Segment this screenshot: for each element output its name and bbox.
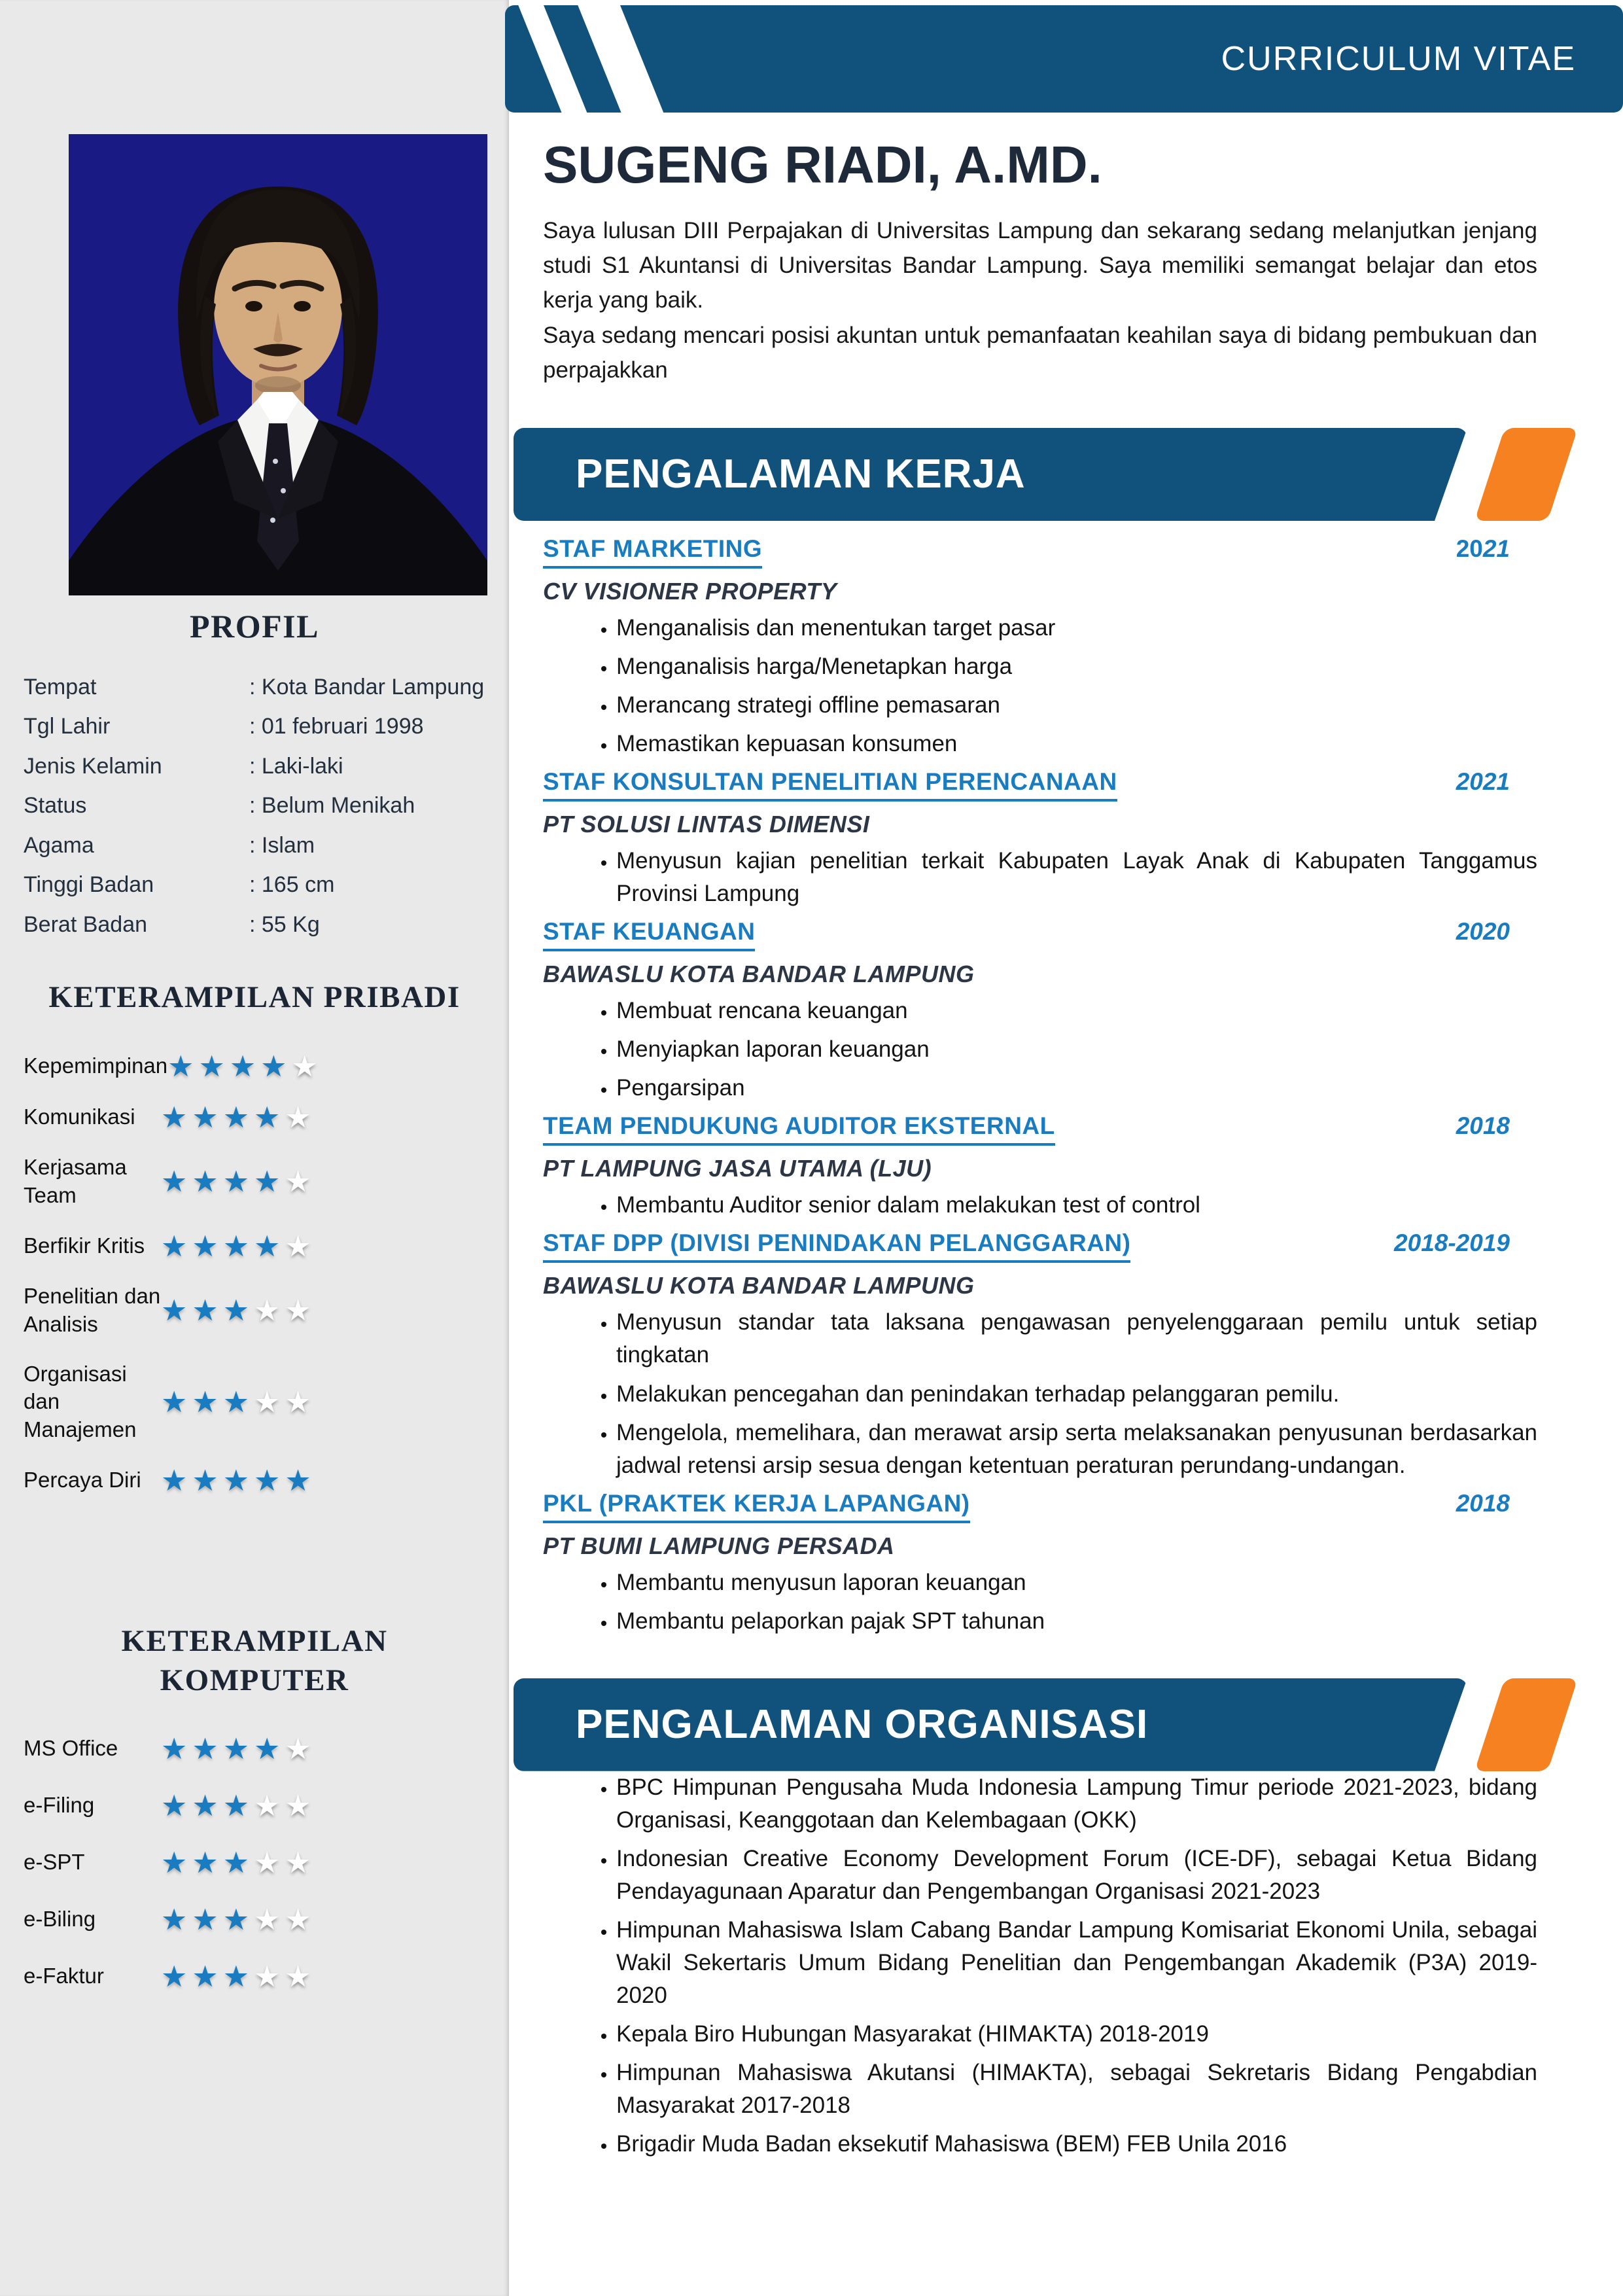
job-bullet-item: • Menyiapkan laporan keuangan [616,1033,1537,1066]
star-empty-icon: ★ [285,1903,316,1937]
star-filled-icon: ★ [192,1229,223,1263]
skill-row [0,1231,509,1261]
computer-skills-title: KETERAMPILAN KOMPUTER [121,1624,388,1698]
job-bullets [543,1306,1537,1481]
star-filled-icon: ★ [161,1846,192,1880]
skill-row [0,1960,509,1994]
organization-item: • Indonesian Creative Economy Development Forum (ICE-DF), sebagai Ketua Bidang Pendayagunaan Aparatur dan Pengembangan Organisasi 2021-2023 [616,1843,1537,1908]
skill-label: e-Faktur [24,1964,104,1988]
star-filled-icon: ★ [161,1960,192,1994]
star-rating [161,1732,316,1766]
skill-label: Percaya Diri [24,1468,141,1492]
orange-accent-shape [1475,1678,1578,1771]
star-rating [161,1103,316,1132]
profile-row [0,832,509,859]
profile-row-value: : Belum Menikah [249,793,415,819]
skill-row [0,1282,509,1339]
profile-row [0,674,509,701]
star-filled-icon: ★ [254,1464,285,1498]
diagonal-stripe-icon [565,5,680,113]
star-filled-icon: ★ [254,1732,285,1766]
job-role: STAF MARKETING [543,535,762,569]
profile-row-label: Jenis Kelamin [24,753,162,779]
star-filled-icon: ★ [161,1385,192,1419]
work-entry-header [543,1490,1537,1523]
job-company: BAWASLU KOTA BANDAR LAMPUNG [543,961,975,988]
work-section-banner [514,428,1560,521]
summary-paragraph: Saya lulusan DIII Perpajakan di Universitas Lampung dan sekarang sedang melanjutkan jenjang studi S1 Akuntansi di Universitas Bandar Lampung. Saya memiliki semangat belajar dan etos kerja yang baik. [543,218,1537,313]
job-year-italic: 2018 [1456,1112,1510,1140]
star-empty-icon: ★ [254,1960,285,1994]
star-empty-icon: ★ [285,1101,316,1134]
section-computer-skills [0,1621,509,2019]
star-filled-icon: ★ [222,1789,254,1823]
job-company: BAWASLU KOTA BANDAR LAMPUNG [543,1272,975,1299]
personal-skills-title: KETERAMPILAN PRIBADI [48,980,461,1014]
job-year-italic: 2018 [1456,1489,1510,1517]
star-filled-icon: ★ [229,1050,261,1083]
main-column [543,135,1537,2168]
job-bullet-item: • Melakukan pencegahan dan penindakan terhadap pelanggaran pemilu. [616,1378,1537,1411]
work-entry-header [543,918,1537,951]
job-role: TEAM PENDUKUNG AUDITOR EKSTERNAL [543,1112,1055,1146]
star-filled-icon: ★ [222,1464,254,1498]
star-filled-icon: ★ [161,1732,192,1766]
profile-row-value: : Kota Bandar Lampung [249,675,485,699]
summary-paragraphs [543,213,1537,387]
organization-item: • Brigadir Muda Badan eksekutif Mahasiswa (BEM) FEB Unila 2016 [616,2128,1537,2161]
star-rating [161,1464,316,1498]
star-rating [161,1903,316,1937]
skill-row [0,1464,509,1498]
job-year [1394,1229,1537,1257]
profile-row-value: : 165 cm [249,872,335,898]
profile-row-label: Berat Badan [24,911,148,937]
skill-row [0,1103,509,1132]
job-role: PKL (PRAKTEK KERJA LAPANGAN) [543,1490,970,1523]
job-year-italic: 2020 [1456,918,1510,945]
job-bullets [543,995,1537,1104]
skill-label: e-Biling [24,1907,96,1932]
profile-row-label: Tempat [24,675,97,699]
skill-row [0,1789,509,1823]
skill-label: e-Filing [24,1793,95,1818]
profile-row-value: : 01 februari 1998 [249,714,424,739]
star-empty-icon: ★ [285,1294,316,1328]
job-bullet-item: • Mengelola, memelihara, dan merawat arsip serta melaksanakan penyusunan berdasarkan jadwal retensi arsip sesua dengan ketentuan peraturan perundang-undangan. [616,1417,1537,1482]
star-empty-icon: ★ [254,1385,285,1419]
job-year [1456,1490,1537,1517]
star-filled-icon: ★ [222,1960,254,1994]
work-entry [543,535,1537,760]
star-rating [161,1165,316,1199]
star-empty-icon: ★ [254,1294,285,1328]
star-filled-icon: ★ [222,1846,254,1880]
star-empty-icon: ★ [285,1732,316,1766]
work-entry [543,1112,1537,1222]
skill-label: Kepemimpinan [24,1053,168,1078]
star-filled-icon: ★ [161,1229,192,1263]
star-filled-icon: ★ [167,1050,199,1083]
skill-row [0,1051,509,1081]
personal-skills-rows [0,1050,509,1498]
skill-row [0,1154,509,1210]
star-filled-icon: ★ [254,1101,285,1134]
skill-label: Berfikir Kritis [24,1233,145,1258]
job-bullets [543,1189,1537,1222]
skill-label: Organisasi dan Manajemen [24,1361,137,1442]
work-entry-header [543,535,1537,569]
profile-row [0,713,509,740]
star-empty-icon: ★ [254,1789,285,1823]
star-empty-icon: ★ [285,1789,316,1823]
organization-section-title: PENGALAMAN ORGANISASI [576,1701,1149,1747]
skill-label: Komunikasi [24,1104,135,1129]
star-filled-icon: ★ [192,1165,223,1199]
star-filled-icon: ★ [161,1101,192,1134]
star-rating [161,1231,316,1261]
skill-row [0,1903,509,1937]
job-bullets [543,1566,1537,1638]
star-empty-icon: ★ [254,1903,285,1937]
header-band-title: CURRICULUM VITAE [1221,40,1576,78]
section-personal-skills [0,980,509,1517]
star-filled-icon: ★ [222,1903,254,1937]
star-empty-icon: ★ [285,1385,316,1419]
profile-row [0,872,509,898]
star-filled-icon: ★ [192,1960,223,1994]
star-filled-icon: ★ [222,1101,254,1134]
header-band [505,5,1623,113]
job-bullet-item: • Menganalisis harga/Menetapkan harga [616,650,1537,683]
star-filled-icon: ★ [254,1229,285,1263]
star-rating [161,1846,316,1880]
profile-row-label: Status [24,793,87,819]
computer-skills-rows [0,1732,509,1994]
star-rating [161,1387,316,1417]
work-entry-header [543,1112,1537,1146]
star-filled-icon: ★ [285,1464,316,1498]
person-name: SUGENG RIADI, A.MD. [543,135,1102,194]
star-filled-icon: ★ [161,1294,192,1328]
star-empty-icon: ★ [285,1846,316,1880]
work-entry-header [543,1229,1537,1263]
star-empty-icon: ★ [285,1960,316,1994]
work-entry [543,1490,1537,1638]
star-empty-icon: ★ [285,1165,316,1199]
profil-title: PROFIL [190,608,319,645]
job-year-italic: 2018-2019 [1394,1229,1510,1257]
job-bullet-item: • Menyusun standar tata laksana pengawasan penyelenggaraan pemilu untuk setiap tingkatan [616,1306,1537,1371]
organization-item: • Kepala Biro Hubungan Masyarakat (HIMAKTA) 2018-2019 [616,2018,1537,2051]
star-filled-icon: ★ [254,1165,285,1199]
skill-row [0,1360,509,1445]
work-entry [543,768,1537,910]
star-filled-icon: ★ [161,1464,192,1498]
star-filled-icon: ★ [198,1050,230,1083]
skill-row [0,1846,509,1880]
organization-item: • Himpunan Mahasiswa Islam Cabang Bandar Lampung Komisariat Ekonomi Unila, sebagai Wakil Sekertaris Umum Bidang Penelitian dan Pengembangan Akademik (P3A) 2019-2020 [616,1914,1537,2012]
job-bullet-item: • Pengarsipan [616,1072,1537,1104]
orange-accent-shape [1475,428,1578,521]
job-bullet-item: • Membantu Auditor senior dalam melakukan test of control [616,1189,1537,1222]
profile-row [0,792,509,819]
profile-row-label: Tinggi Badan [24,872,154,898]
star-filled-icon: ★ [222,1732,254,1766]
summary-paragraph: Saya sedang mencari posisi akuntan untuk pemanfaatan keahilan saya di bidang pembukuan dan perpajakkan [543,322,1537,383]
star-filled-icon: ★ [161,1903,192,1937]
star-filled-icon: ★ [192,1385,223,1419]
profile-row-value: : Laki-laki [249,753,343,779]
job-company: PT SOLUSI LINTAS DIMENSI [543,811,870,838]
star-rating [167,1051,323,1081]
star-filled-icon: ★ [192,1101,223,1134]
job-year-bold: 20 [1456,535,1483,562]
job-company: PT BUMI LAMPUNG PERSADA [543,1532,895,1559]
job-year [1456,535,1537,563]
job-company: CV VISIONER PROPERTY [543,577,837,605]
star-filled-icon: ★ [192,1846,223,1880]
star-filled-icon: ★ [192,1294,223,1328]
star-filled-icon: ★ [260,1050,292,1083]
profile-row-label: Tgl Lahir [24,714,111,739]
organization-item: • Himpunan Mahasiswa Akutansi (HIMAKTA), sebagai Sekretaris Bidang Pengabdian Masyarakat 2017-2018 [616,2057,1537,2122]
job-role: STAF DPP (DIVISI PENINDAKAN PELANGGARAN) [543,1229,1130,1263]
star-filled-icon: ★ [222,1294,254,1328]
job-bullet-item: • Menyusun kajian penelitian terkait Kabupaten Layak Anak di Kabupaten Tanggamus Provinsi Lampung [616,845,1537,910]
profil-rows [0,674,509,938]
work-entry [543,918,1537,1104]
star-filled-icon: ★ [192,1903,223,1937]
job-bullet-item: • Membantu pelaporkan pajak SPT tahunan [616,1605,1537,1638]
job-bullets [543,845,1537,910]
skill-label: MS Office [24,1736,118,1761]
job-year-italic: 21 [1482,535,1510,562]
star-filled-icon: ★ [222,1385,254,1419]
job-bullet-item: • Merancang strategi offline pemasaran [616,689,1537,722]
work-entry [543,1229,1537,1481]
star-rating [161,1294,316,1328]
star-filled-icon: ★ [192,1732,223,1766]
section-profil [0,607,509,951]
job-company: PT LAMPUNG JASA UTAMA (LJU) [543,1155,932,1182]
star-empty-icon: ★ [291,1050,323,1083]
star-filled-icon: ★ [222,1165,254,1199]
star-rating [161,1789,316,1823]
job-bullet-item: • Memastikan kepuasan konsumen [616,728,1537,760]
work-section-title: PENGALAMAN KERJA [576,451,1026,497]
job-year [1456,768,1537,796]
profile-row-value: : Islam [249,832,315,858]
job-year-italic: 2021 [1456,768,1510,796]
organization-item: • BPC Himpunan Pengusaha Muda Indonesia Lampung Timur periode 2021-2023, bidang Organisasi, Keanggotaan dan Kelembagaan (OKK) [616,1771,1537,1837]
star-filled-icon: ★ [161,1789,192,1823]
organization-section-banner [514,1678,1560,1771]
profile-row-value: : 55 Kg [249,911,320,937]
work-entries [543,535,1537,1638]
star-filled-icon: ★ [161,1165,192,1199]
skill-label: Kerjasama Team [24,1155,127,1207]
portrait-illustration [69,134,487,595]
profile-row-label: Agama [24,832,94,858]
skill-row [0,1732,509,1766]
skill-label: e-SPT [24,1850,85,1875]
job-bullet-item: • Membantu menyusun laporan keuangan [616,1566,1537,1599]
job-role: STAF KEUANGAN [543,918,755,951]
sidebar [0,0,509,2296]
job-bullet-item: • Membuat rencana keuangan [616,995,1537,1027]
profile-row [0,911,509,938]
organization-list [543,1771,1537,2161]
work-entry-header [543,768,1537,802]
job-role: STAF KONSULTAN PENELITIAN PERENCANAAN [543,768,1117,802]
star-empty-icon: ★ [285,1229,316,1263]
star-filled-icon: ★ [222,1229,254,1263]
job-year [1456,918,1537,945]
profile-photo [69,134,487,595]
job-year [1456,1112,1537,1140]
job-bullet-item: • Menganalisis dan menentukan target pasar [616,612,1537,645]
profile-row [0,753,509,780]
job-bullets [543,612,1537,760]
star-filled-icon: ★ [192,1464,223,1498]
star-filled-icon: ★ [192,1789,223,1823]
skill-label: Penelitian dan Analisis [24,1283,161,1336]
star-empty-icon: ★ [254,1846,285,1880]
star-rating [161,1960,316,1994]
